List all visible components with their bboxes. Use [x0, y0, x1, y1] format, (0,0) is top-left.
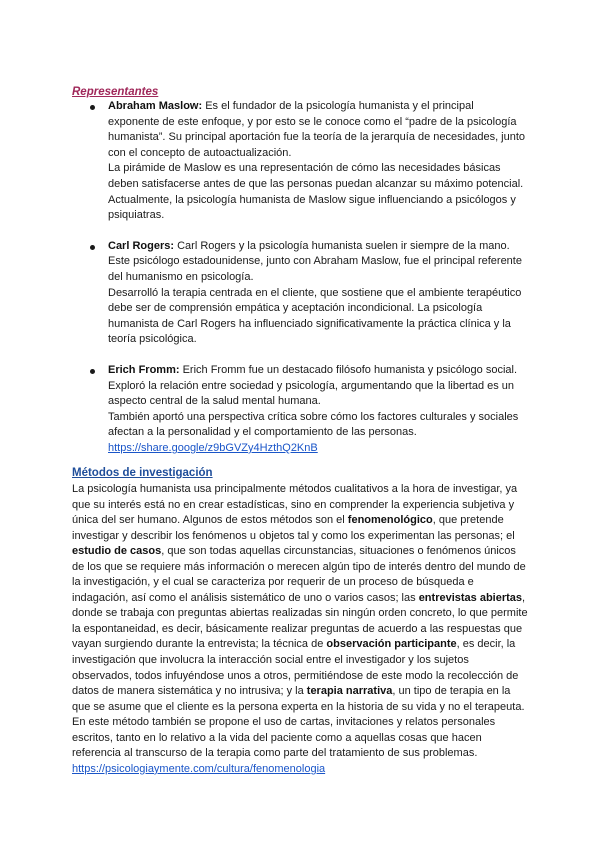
representantes-list: [88, 99, 528, 456]
metodos-paragraph: [72, 482, 528, 762]
list-item-rogers: [88, 239, 528, 348]
maslow-text-1: Es el fundador de la psicología humanista y el principal exponente de este enfoque, y por esto se le conoce como el “padre de la psicología humanista”. Su principal aportación fue la teoría de la jerarquía de necesidades, junto con el concepto de autoactualización.: [108, 100, 526, 159]
metodos-text-5: , es decir, la investigación que involucra la interacción social entre el investigador y los sujetos observados, todos infuyéndose unos a otros, permitiéndose de este modo la recolección de datos de manera sistemática y no intrusiva; y la: [72, 638, 519, 698]
metodos-text-1: La psicología humanista usa principalmente métodos cualitativos a la hora de investigar, ya que su interés está no en crear estadísticas, sino en comprender la experiencia subjetiva y única del ser humano. Algunos de estos métodos son el: [72, 483, 518, 527]
list-item-fromm: [88, 363, 528, 457]
fromm-name: Erich Fromm:: [108, 363, 180, 376]
metodos-text-4: , donde se trabaja con preguntas abiertas realizadas sin ningún orden concreto, lo que permite la espontaneidad, es decir, básicamente realizar preguntas de acuerdo a las respuestas que vayan surgiendo durante la entrevista; la técnica de: [72, 591, 528, 651]
representantes-heading: Representantes: [72, 86, 159, 98]
fromm-source-link[interactable]: https://share.google/z9bGVZy4HzthQ2KnB: [108, 441, 318, 454]
maslow-name: Abraham Maslow:: [108, 100, 203, 112]
metodos-text-3: , que son todas aquellas circunstancias, situaciones o fenómenos únicos de los que se requiere más información o merecen algún tipo de interés dentro del mundo de la investigación, y el cual se caracteriza por requerir de un proceso de búsqueda e indagación, así como el análisis sistemático de uno o varios casos; las: [72, 545, 526, 604]
bullet-icon: [90, 369, 95, 374]
fromm-paragraph-2: También aportó una perspectiva crítica sobre cómo los factores culturales y sociales afectan a la personalidad y el comportamiento de las personas.: [108, 410, 519, 439]
metodos-source-link[interactable]: https://psicologiaymente.com/cultura/fenomenologia: [72, 762, 326, 775]
rogers-text-1: Carl Rogers y la psicología humanista suelen ir siempre de la mano. Este psicólogo estadounidense, junto con Abraham Maslow, fue el principal referente del humanismo en psicología.: [108, 239, 522, 283]
term-terapia-narrativa: terapia narrativa: [306, 685, 393, 698]
rogers-paragraph-1: [108, 239, 528, 286]
metodos-text-2: , que pretende investigar y describir los fenómenos u objetos tal y como los experimentan las personas; el: [72, 514, 515, 542]
bullet-icon: [90, 245, 95, 250]
rogers-paragraph-2: Desarrolló la terapia centrada en el cliente, que sostiene que el ambiente terapéutico debe ser de comprensión empática y aceptación incondicional. La psicología humanista de Carl Rogers ha influenciado significativamente la práctica clínica y la teoría psicológica.: [108, 286, 522, 346]
list-item-maslow: [88, 99, 528, 224]
maslow-paragraph-2: La pirámide de Maslow es una representación de cómo las necesidades básicas deben satisfacerse antes de que las personas puedan alcanzar su máximo potencial. Actualmente, la psicología humanista de Maslow sigue influenciando a psicólogos y psiquiatras.: [108, 162, 524, 222]
bullet-icon: [90, 105, 95, 110]
metodos-section: [72, 482, 528, 777]
rogers-name: Carl Rogers:: [108, 239, 175, 252]
term-fenomenologico: fenomenológico: [347, 514, 433, 527]
metodos-text-6: , un tipo de terapia en la que se asume que el cliente es la persona experta en la historia de su vida y no el terapeuta. En este método también se propone el uso de cartas, invitaciones y relatos personales escritos, tanto en lo relativo a la vida del paciente como a aquellas cosas que hacen referencia al transcurso de la terapia como parte del tratamiento de sus problemas.: [72, 685, 525, 760]
term-entrevistas-abiertas: entrevistas abiertas: [418, 591, 523, 604]
fromm-paragraph-1: [108, 363, 528, 410]
maslow-paragraph-1: [108, 99, 528, 161]
term-observacion-participante: observación participante: [326, 638, 457, 651]
fromm-text-1: Erich Fromm fue un destacado filósofo humanista y psicólogo social. Exploró la relación entre sociedad y psicología, argumentando que la libertad es un aspecto central de la salud mental humana.: [108, 363, 518, 408]
term-estudio-de-casos: estudio de casos: [72, 545, 162, 558]
metodos-heading: Métodos de investigación: [72, 467, 213, 479]
